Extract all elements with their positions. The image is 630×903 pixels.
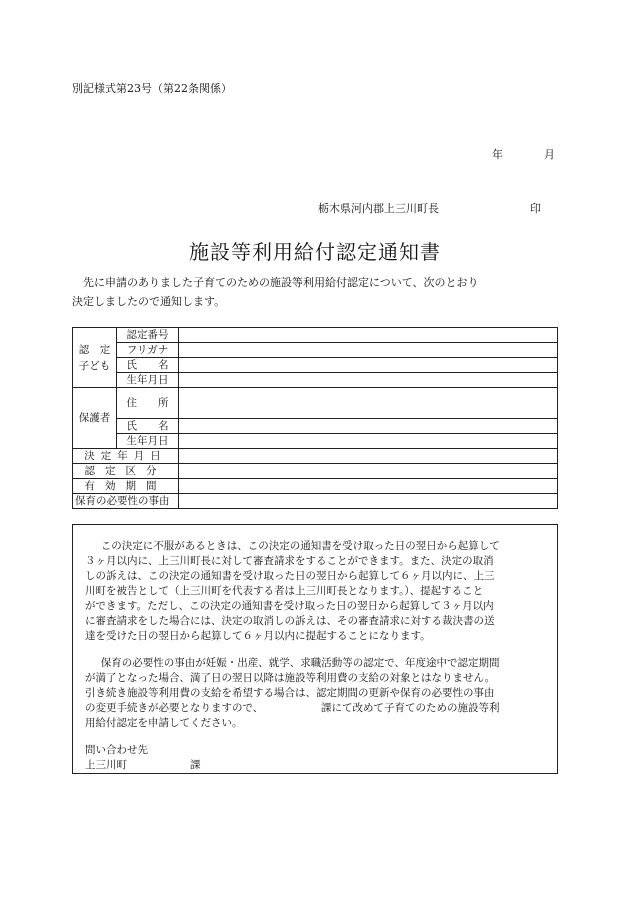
contact-office: 上三川町 課 [85,759,201,771]
renewal-line: 用給付認定を申請してください。 [85,717,243,729]
issuer-name: 栃木県河内郡上三川町長 [318,202,439,215]
appeal-line: この決定に不服があるときは、この決定の通知書を受け取った日の翌日から起算して [100,540,500,552]
row-label-guardian-birthdate: 生年月日 [117,434,179,449]
year-label: 年 [492,148,503,161]
row-label-reason: 保育の必要性の事由 [73,494,179,509]
notice-box [72,524,558,774]
renewal-paragraph [85,656,545,731]
renewal-line: の変更手続きが必要となりますので、 課にて改めて子育てのための施設等利 [85,702,500,714]
contact-block [85,743,545,773]
value-child-birthdate[interactable] [179,373,558,388]
intro-line-2: 決定しましたので通知します。 [72,295,226,308]
value-reason[interactable] [179,494,558,509]
month-label: 月 [544,148,555,161]
appeal-line: 達を受けた日の翌日から起算して６ヶ月以内に提起することになります。 [85,630,431,642]
appeal-line: に審査請求をした場合には、決定の取消しの訴えは、その審査請求に対する裁決書の送 [85,615,495,627]
value-guardian-birthdate[interactable] [179,434,558,449]
certification-table [72,327,558,509]
renewal-line: 保育の必要性の事由が妊娠・出産、就学、求職活動等の認定で、年度途中で認定期間 [100,657,500,669]
row-label-child-name: 氏 名 [117,358,179,373]
value-child-name[interactable] [179,358,558,373]
row-label-guardian-name: 氏 名 [117,419,179,434]
renewal-line: 引き続き施設等利用費の支給を希望する場合は、認定期間の更新や保育の必要性の事由 [85,687,495,699]
row-label-category: 認定区分 [73,464,179,479]
row-label-furigana: フリガナ [117,343,179,358]
row-label-child-birthdate: 生年月日 [117,373,179,388]
value-address[interactable] [179,388,558,419]
row-label-decision-date: 決定年月日 [73,449,179,464]
intro-line-1: 先に申請のありました子育てのための施設等利用給付認定について、次のとおり [83,276,479,289]
appeal-paragraph [85,539,545,644]
date-line [492,146,555,162]
row-label-cert-number: 認定番号 [117,328,179,343]
appeal-line: ができます。ただし、この決定の通知書を受け取った日の翌日から起算して３ヶ月以内 [85,600,494,612]
value-decision-date[interactable] [179,449,558,464]
appeal-line: ３ヶ月以内に、上三川町長に対して審査請求をすることができます。また、決定の取消 [85,555,494,567]
value-cert-number[interactable] [179,328,558,343]
child-group-label: 認 定 子ども [73,328,117,388]
form-number-label: 別記様式第23号（第22条関係） [72,82,232,95]
guardian-group-label: 保護者 [73,388,117,449]
contact-label: 問い合わせ先 [85,744,148,756]
row-label-period: 有効期間 [73,479,179,494]
value-period[interactable] [179,479,558,494]
value-category[interactable] [179,464,558,479]
value-guardian-name[interactable] [179,419,558,434]
seal-mark: 印 [530,202,541,215]
row-label-address: 住 所 [117,388,179,419]
intro-text [72,273,558,311]
renewal-line: が満了となった場合、満了日の翌日以降は施設等利用費の支給の対象とはなりません。 [85,672,496,684]
appeal-line: 川町を被告として（上三川町を代表する者は上三川町長となります。）、提起すること [85,585,484,597]
document-title: 施設等利用給付認定通知書 [189,240,441,264]
value-furigana[interactable] [179,343,558,358]
appeal-line: しの訴えは、この決定の通知書を受け取った日の翌日から起算して６ヶ月以内に、上三 [85,570,495,582]
